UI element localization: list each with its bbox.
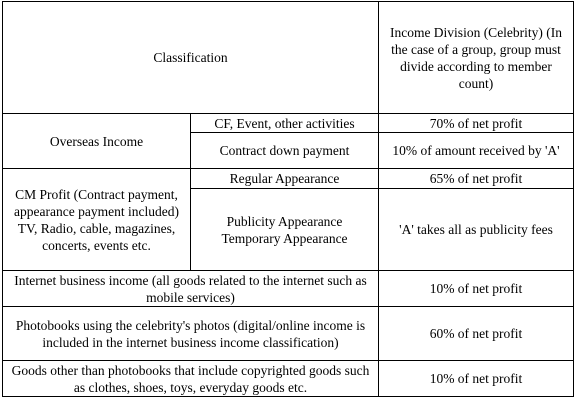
cm-division: 'A' takes all as publicity fees (379, 189, 574, 271)
classification-header: Classification (3, 2, 379, 114)
table-row (3, 307, 574, 361)
overseas-division: 70% of net profit (379, 114, 574, 133)
overseas-income-label: Overseas Income (3, 114, 191, 169)
table-row (3, 361, 574, 397)
temporary-appearance-text: Temporary Appearance (221, 230, 348, 246)
row-division: 10% of net profit (379, 361, 574, 397)
cm-activity: Regular Appearance (191, 169, 379, 189)
overseas-division: 10% of amount received by 'A' (379, 133, 574, 169)
row-classification: Internet business income (all goods related to the internet such as mobile services) (3, 271, 379, 307)
cm-division: 65% of net profit (379, 169, 574, 189)
table-row (3, 114, 574, 133)
row-division: 60% of net profit (379, 307, 574, 361)
row-classification: Photobooks using the celebrity's photos (digital/online income is included in the internet business income classification) (3, 307, 379, 361)
header-row (3, 2, 574, 114)
overseas-activity: Contract down payment (191, 133, 379, 169)
publicity-appearance-text: Publicity Appearance (226, 213, 343, 229)
income-division-table (2, 1, 574, 397)
table-row (3, 169, 574, 189)
cm-profit-label: CM Profit (Contract payment, appearance payment included) TV, Radio, cable, magazines, concerts, events etc. (3, 169, 191, 271)
row-classification: Goods other than photobooks that include copyrighted goods such as clothes, shoes, toys, everyday goods etc. (3, 361, 379, 397)
cm-activity (191, 189, 379, 271)
income-division-header: Income Division (Celebrity) (In the case of a group, group must divide according to member count) (379, 2, 574, 114)
table-row (3, 271, 574, 307)
row-division: 10% of net profit (379, 271, 574, 307)
overseas-activity: CF, Event, other activities (191, 114, 379, 133)
